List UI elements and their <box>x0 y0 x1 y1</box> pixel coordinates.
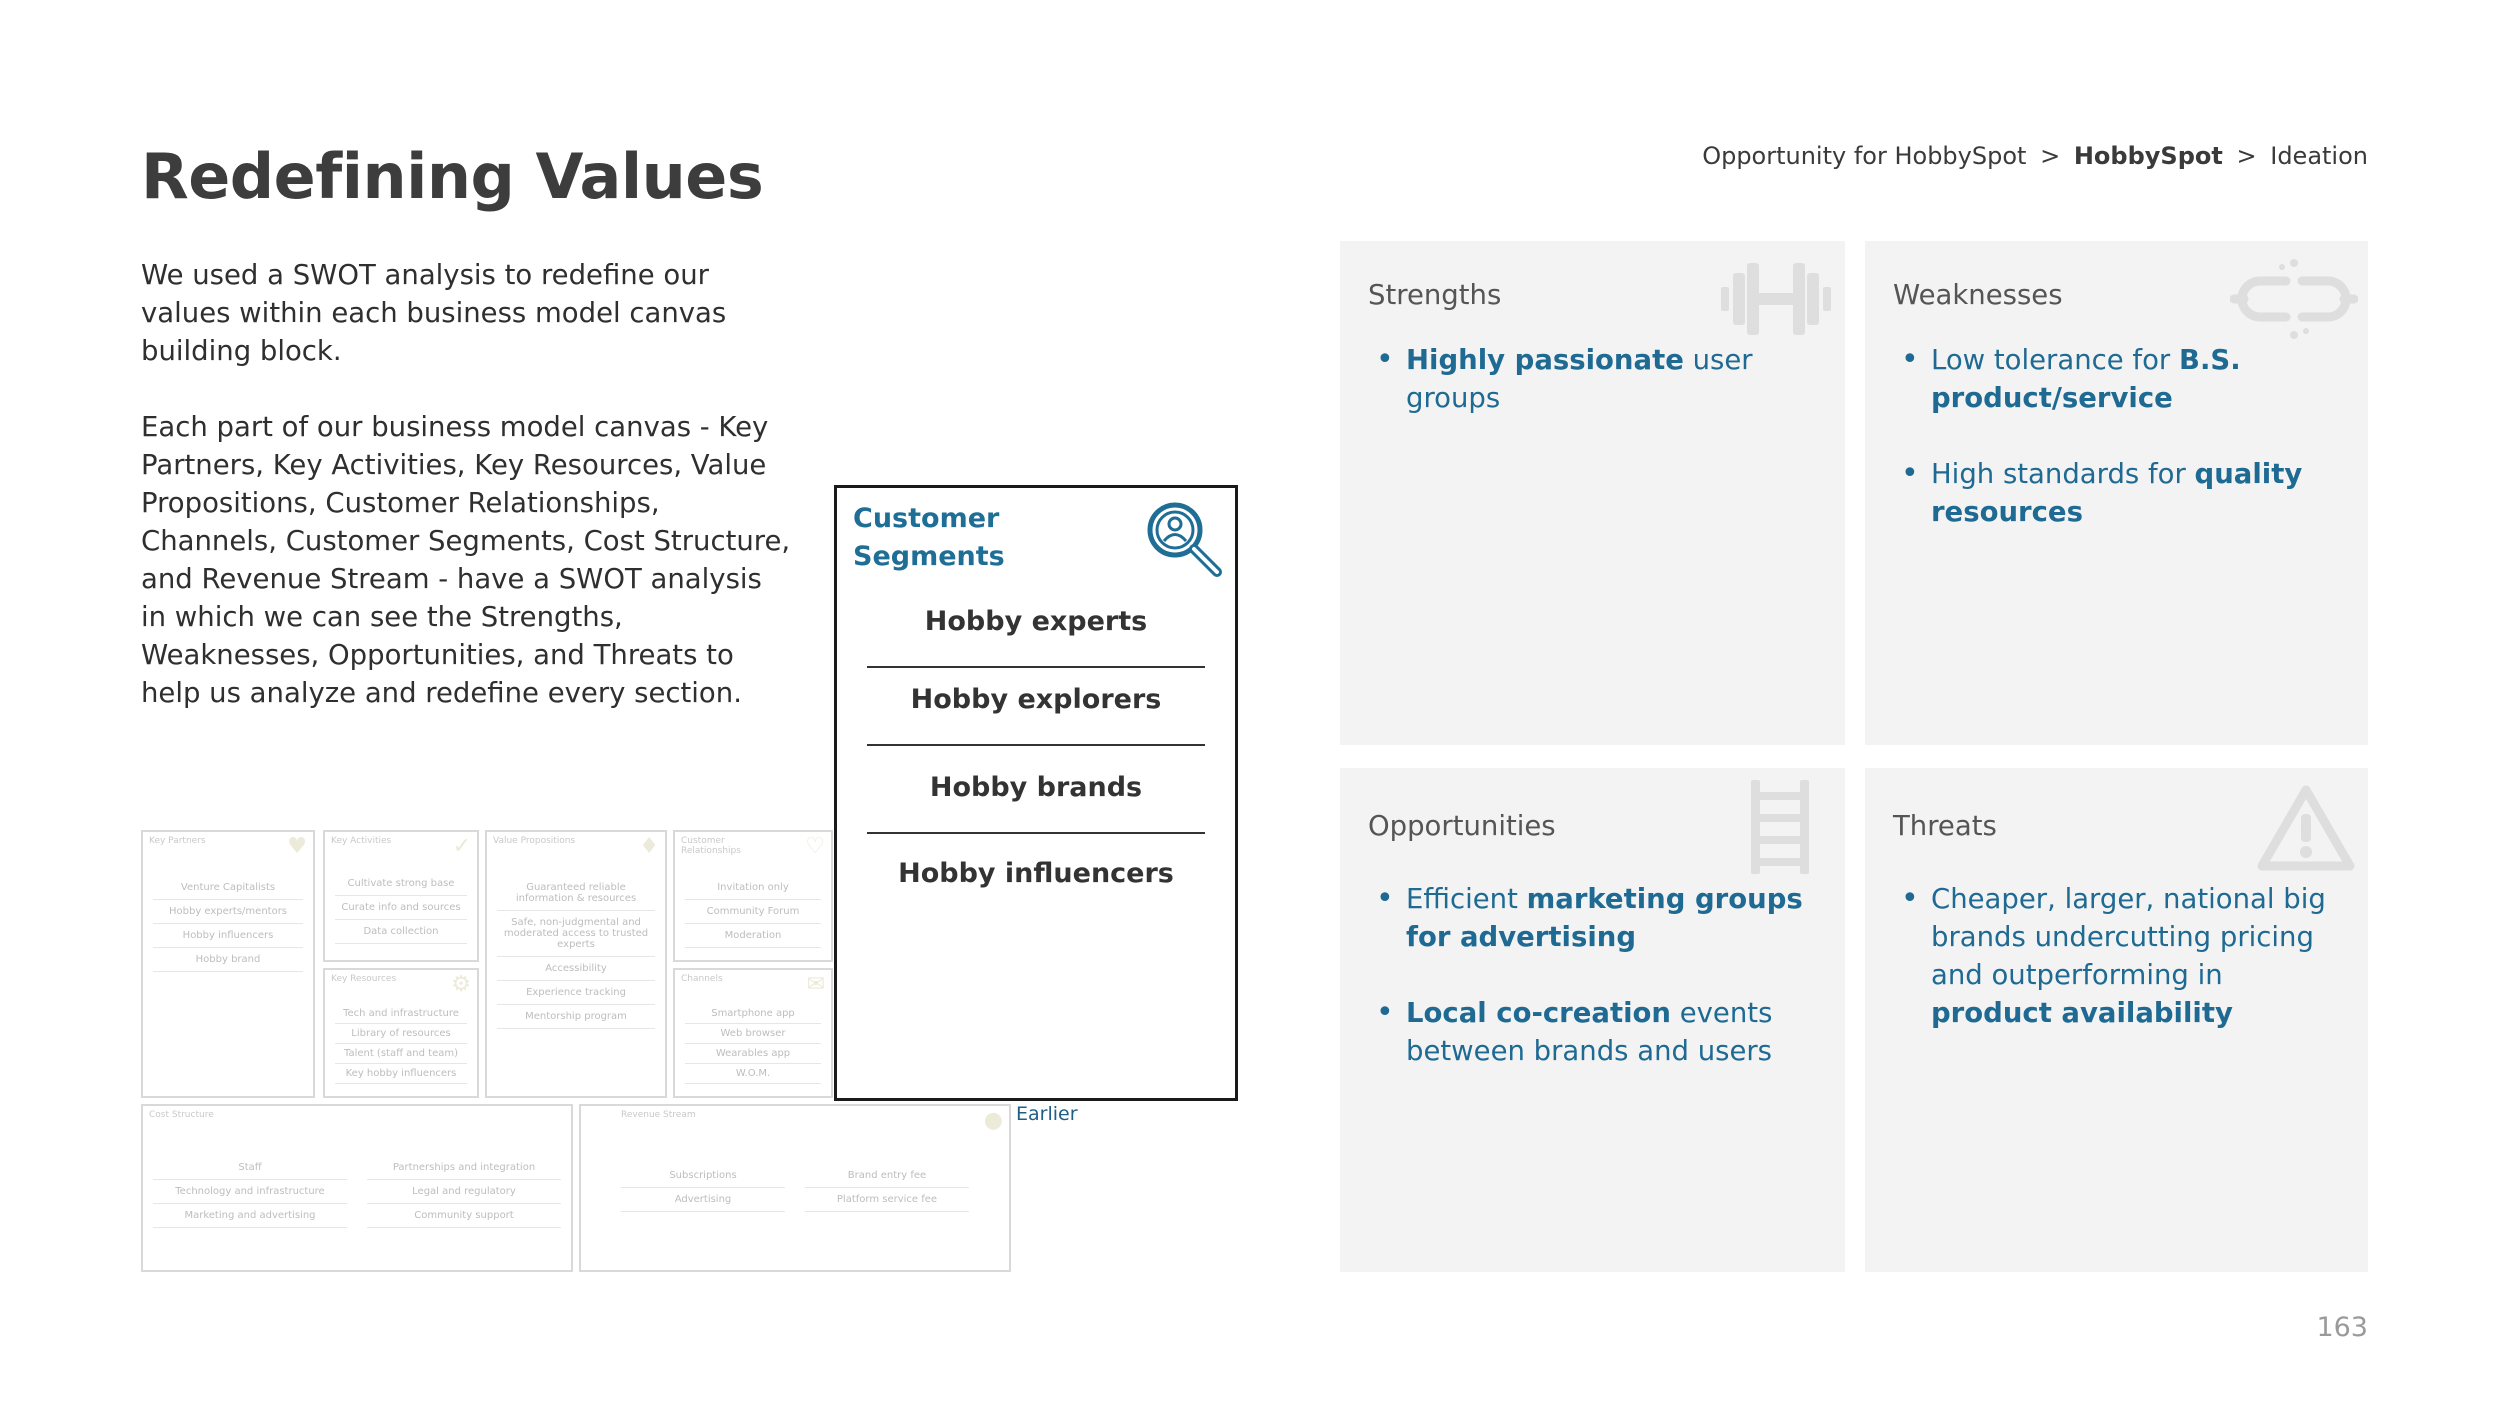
swot-item: • Local co-creation events between brands and users <box>1376 994 1827 1070</box>
bmc-block-title: Customer Relationships <box>681 836 741 856</box>
bmc-key-partners <box>141 830 315 1098</box>
bmc-item: Advertising <box>621 1188 785 1212</box>
customer-segment-item: Hobby influencers <box>898 858 1174 889</box>
bmc-key-resources <box>323 968 479 1098</box>
swot-item: • High standards for quality resources <box>1901 455 2350 531</box>
bmc-item: Accessibility <box>497 957 655 981</box>
customer-segments-title: Customer Segments <box>853 503 1005 572</box>
bmc-revenue-stream <box>579 1104 1011 1272</box>
breadcrumb-item-current[interactable]: HobbySpot <box>2073 142 2223 170</box>
swot-weaknesses <box>1865 241 2368 745</box>
bmc-item: Community Forum <box>685 900 821 924</box>
bmc-item: Talent (staff and team) <box>335 1044 467 1064</box>
bmc-block-title: Key Activities <box>331 836 392 846</box>
customer-segment-item: Hobby experts <box>924 606 1148 637</box>
bmc-block-title: Cost Structure <box>149 1110 214 1120</box>
breadcrumb-item[interactable]: Ideation <box>2270 142 2368 170</box>
warning-icon <box>2254 782 2358 878</box>
breadcrumb-separator: > <box>2236 142 2257 170</box>
bmc-item: Safe, non-judgmental and moderated access to trusted experts <box>497 911 655 957</box>
bmc-block-title: Revenue Stream <box>621 1110 696 1120</box>
bmc-item: Marketing and advertising <box>153 1204 347 1228</box>
swot-item: • Highly passionate user groups <box>1376 341 1827 417</box>
swot-list <box>1376 880 1827 1108</box>
intro-paragraph: Each part of our business model canvas - Key Partners, Key Activities, Key Resources, Value Propositions, Customer Relationships, Channels, Customer Segments, Cost Structure, and Revenue Stream - have a SWOT analysis in which we can see the Strengths, Weaknesses, Opportunities, and Threats to help us analyze and redefine every section. <box>141 411 791 709</box>
swot-title: Opportunities <box>1368 810 1556 842</box>
bmc-item: Wearables app <box>685 1044 821 1064</box>
swot-strengths <box>1340 241 1845 745</box>
bmc-item: Hobby brand <box>153 948 303 972</box>
dumbbell-icon <box>1717 259 1835 343</box>
bmc-value-propositions <box>485 830 667 1098</box>
swot-title: Threats <box>1893 810 1997 842</box>
page-title: Redefining Values <box>141 140 764 213</box>
bmc-item: Partnerships and integration <box>367 1156 561 1180</box>
bmc-item: W.O.M. <box>685 1064 821 1084</box>
divider <box>867 744 1205 746</box>
bmc-block-title: Channels <box>681 974 723 984</box>
page-number: 163 <box>2316 1312 2368 1343</box>
bmc-item: Guaranteed reliable information & resources <box>497 876 655 911</box>
swot-title: Strengths <box>1368 279 1502 311</box>
gift-icon: ♦ <box>639 834 659 859</box>
swot-list <box>1901 880 2350 1070</box>
bmc-item: Mentorship program <box>497 1005 655 1029</box>
heart-icon: ♡ <box>805 834 825 859</box>
bmc-item: Platform service fee <box>805 1188 969 1212</box>
swot-item: • Cheaper, larger, national big brands undercutting pricing and outperforming in product availability <box>1901 880 2350 1032</box>
customer-segment-item: Hobby brands <box>929 772 1143 803</box>
bmc-item: Staff <box>153 1156 347 1180</box>
intro-text <box>141 256 791 750</box>
bmc-item: Key hobby influencers <box>335 1064 467 1084</box>
bmc-item: Legal and regulatory <box>367 1180 561 1204</box>
truck-icon: ✉ <box>806 972 825 997</box>
bmc-item: Library of resources <box>335 1024 467 1044</box>
bmc-item: Invitation only <box>685 876 821 900</box>
divider <box>867 832 1205 834</box>
breadcrumb-item[interactable]: Opportunity for HobbySpot <box>1702 142 2027 170</box>
bmc-block-title: Value Propositions <box>493 836 576 846</box>
bmc-item: Venture Capitalists <box>153 876 303 900</box>
earlier-caption: Earlier <box>1016 1103 1078 1125</box>
bmc-item: Experience tracking <box>497 981 655 1005</box>
bmc-block-title: Key Partners <box>149 836 206 846</box>
money-icon: ● <box>983 1108 1003 1133</box>
bmc-cost-structure <box>141 1104 573 1272</box>
handshake-icon: ♥ <box>287 834 307 859</box>
bmc-item: Subscriptions <box>621 1164 785 1188</box>
ladder-icon <box>1749 780 1811 878</box>
bmc-item: Web browser <box>685 1024 821 1044</box>
divider <box>867 666 1205 668</box>
check-icon: ✓ <box>452 834 471 859</box>
bmc-item: Tech and infrastructure <box>335 1004 467 1024</box>
bmc-channels <box>673 968 833 1098</box>
broken-link-icon <box>2230 259 2358 343</box>
swot-item: • Efficient marketing groups for advertising <box>1376 880 1827 956</box>
swot-title: Weaknesses <box>1893 279 2063 311</box>
swot-threats <box>1865 768 2368 1272</box>
breadcrumb-separator: > <box>2040 142 2061 170</box>
bmc-customer-relationships <box>673 830 833 962</box>
bmc-item: Cultivate strong base <box>335 872 467 896</box>
bmc-item: Community support <box>367 1204 561 1228</box>
bmc-item: Smartphone app <box>685 1004 821 1024</box>
customer-segments-card <box>834 485 1238 1101</box>
customer-segment-item: Hobby explorers <box>910 684 1162 715</box>
bmc-item: Technology and infrastructure <box>153 1180 347 1204</box>
swot-list <box>1901 341 2350 569</box>
bmc-item: Data collection <box>335 920 467 944</box>
breadcrumb <box>1702 142 2368 170</box>
bmc-block-title: Key Resources <box>331 974 397 984</box>
intro-paragraph: We used a SWOT analysis to redefine our values within each business model canvas building block. <box>141 259 727 367</box>
bmc-item: Curate info and sources <box>335 896 467 920</box>
bmc-item: Hobby experts/mentors <box>153 900 303 924</box>
bmc-key-activities <box>323 830 479 962</box>
swot-item: • Low tolerance for B.S. product/service <box>1901 341 2350 417</box>
bmc-item: Brand entry fee <box>805 1164 969 1188</box>
bmc-item: Hobby influencers <box>153 924 303 948</box>
bmc-item: Moderation <box>685 924 821 948</box>
gear-icon: ⚙ <box>451 972 471 997</box>
swot-list <box>1376 341 1827 455</box>
swot-opportunities <box>1340 768 1845 1272</box>
search-person-icon <box>1145 500 1227 586</box>
